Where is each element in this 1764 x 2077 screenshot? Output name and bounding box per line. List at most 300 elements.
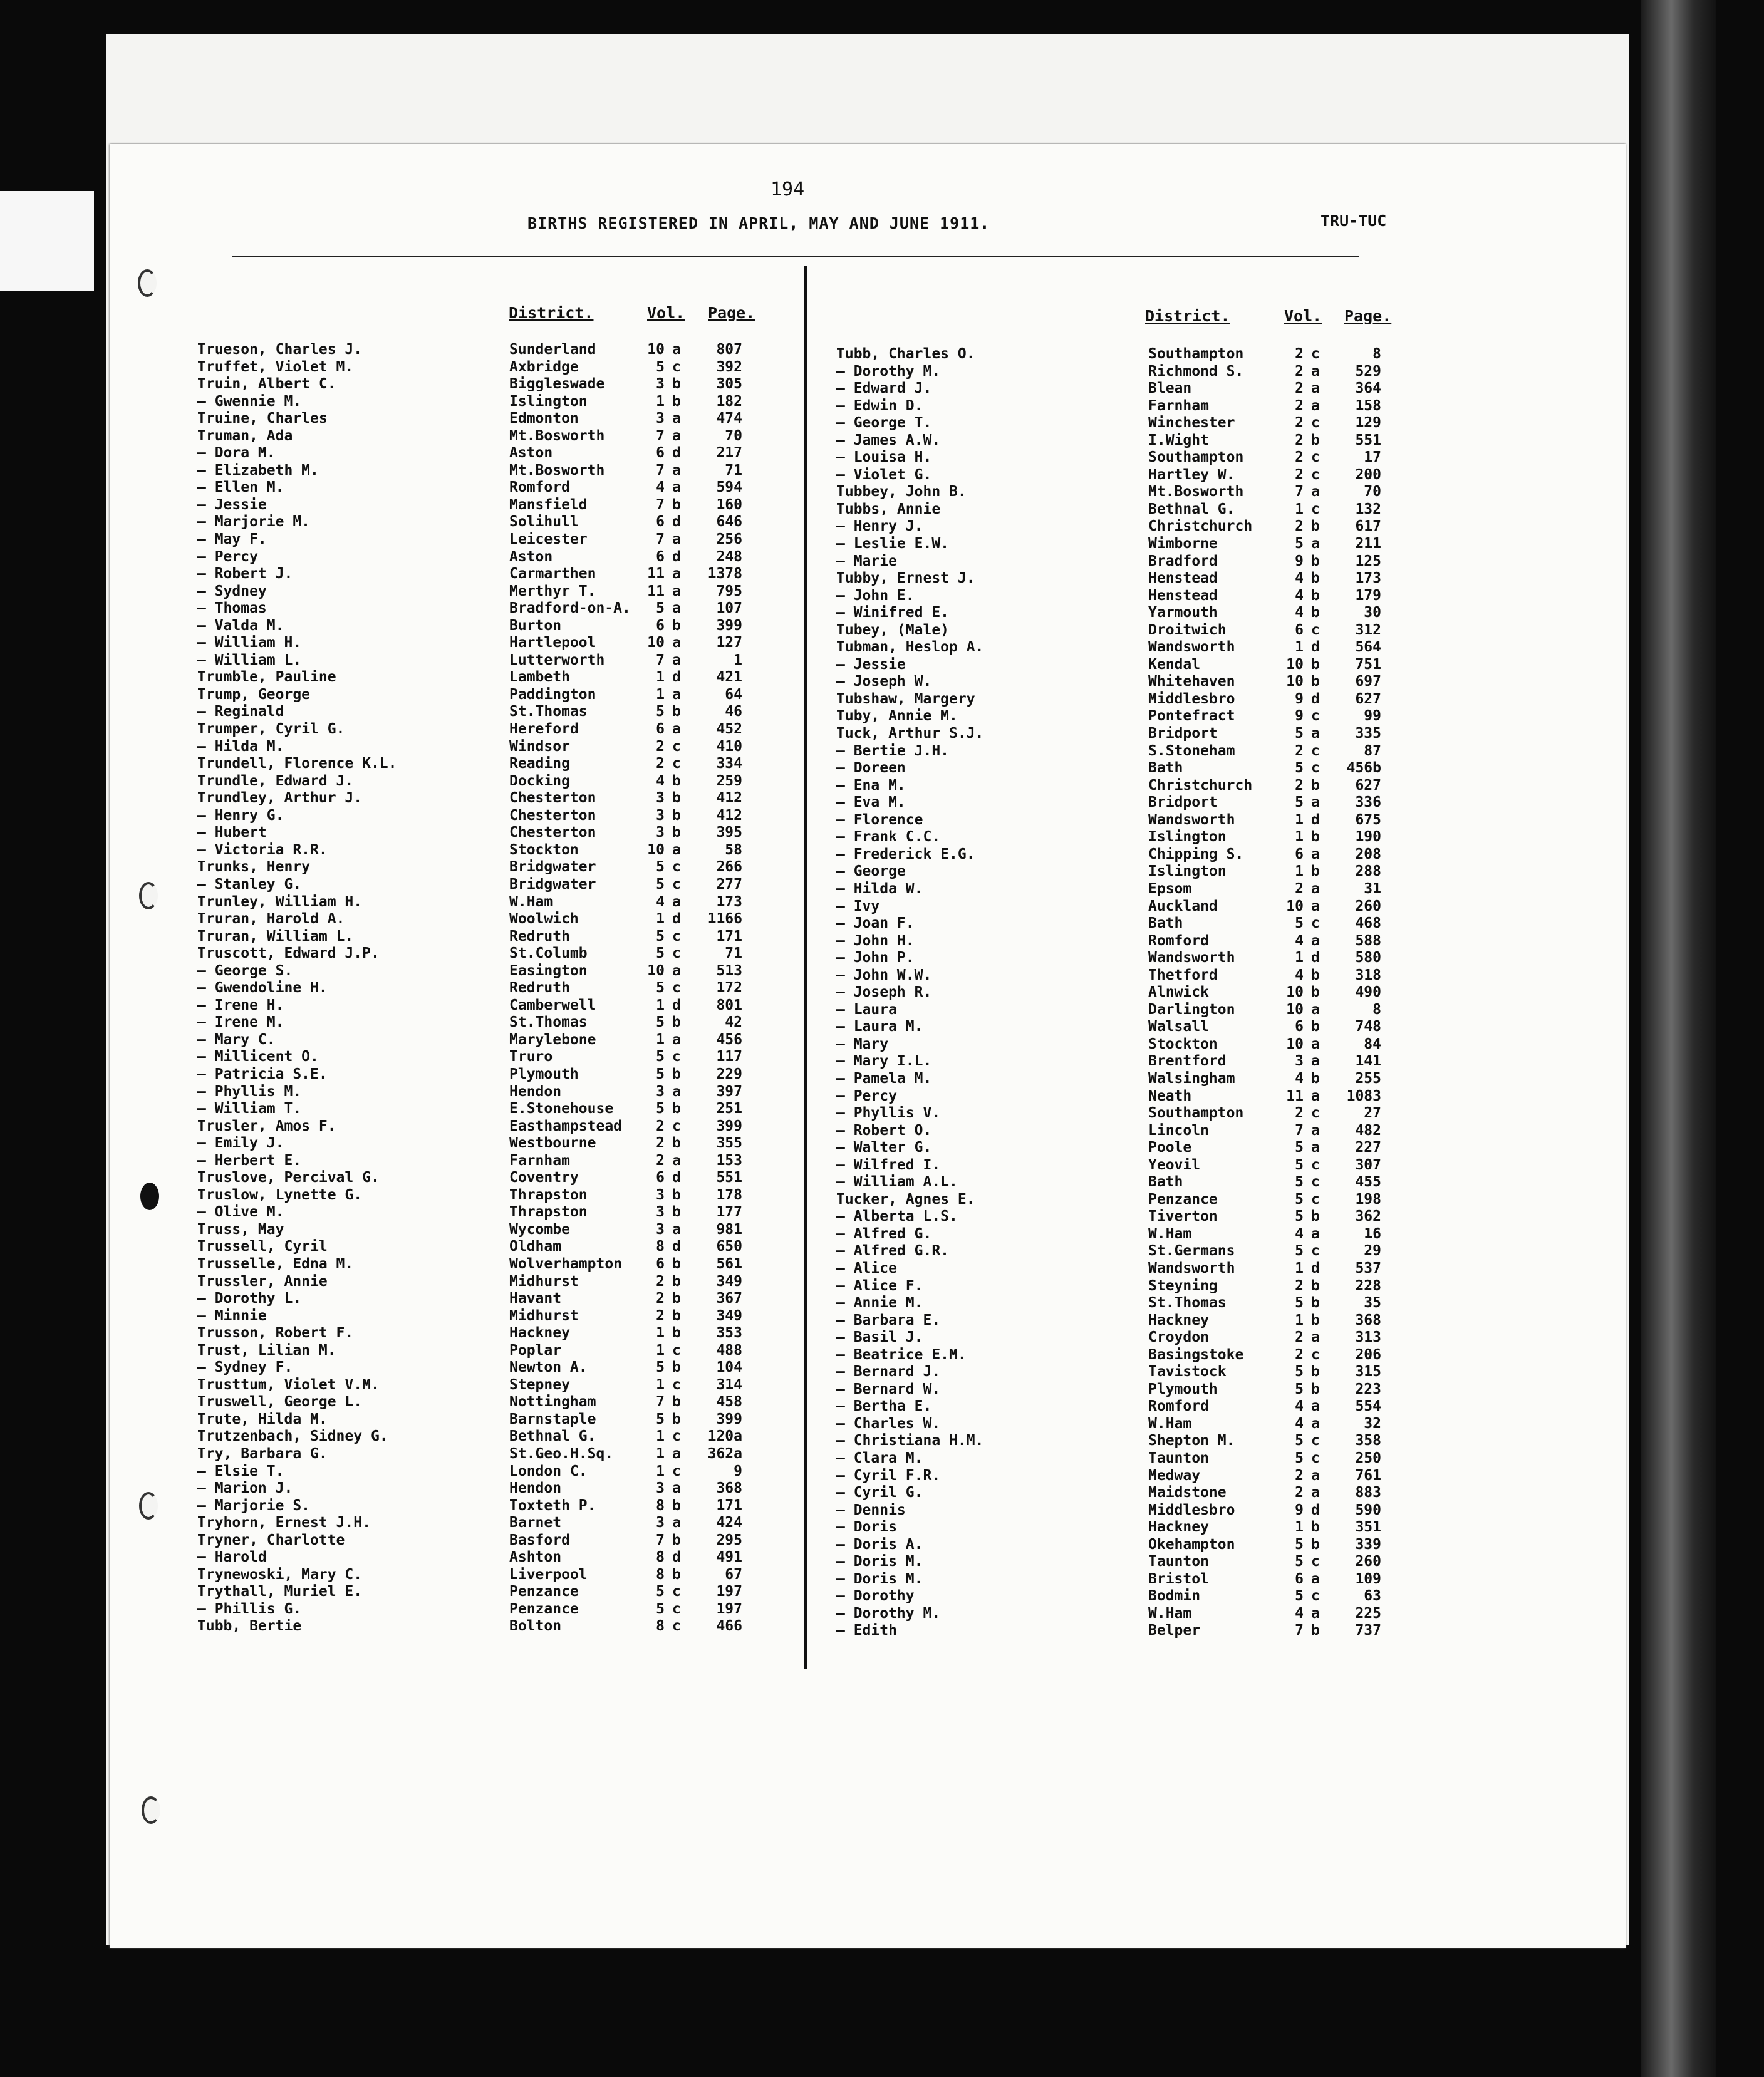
- entry-volume-letter: b: [1311, 518, 1320, 535]
- entry-district: Thetford: [1148, 966, 1218, 983]
- entry-page: 594: [716, 479, 742, 496]
- entry-page: 395: [716, 824, 742, 841]
- entry-district: Midhurst: [509, 1307, 579, 1324]
- entry-volume: 1: [656, 393, 665, 410]
- entry-district: Carmarthen: [509, 566, 596, 583]
- entry-page: 801: [716, 997, 742, 1013]
- entry-page: 397: [716, 1083, 742, 1100]
- entry-name: — William T.: [197, 1101, 302, 1117]
- entry-page: 362: [1355, 1208, 1381, 1225]
- entry-district: Hereford: [509, 721, 579, 738]
- entry-volume-letter: b: [672, 703, 681, 720]
- entry-district: Walsingham: [1148, 1070, 1235, 1087]
- entry-volume-letter: b: [1311, 1380, 1320, 1397]
- entry-page: 349: [716, 1307, 742, 1324]
- entry-volume: 5: [656, 1411, 665, 1427]
- entry-district: Southampton: [1148, 1105, 1244, 1122]
- entry-district: Windsor: [509, 738, 570, 755]
- entry-district: Aston: [509, 445, 553, 462]
- entry-name: — Dora M.: [197, 445, 276, 462]
- entry-name: — Christiana H.M.: [836, 1432, 984, 1449]
- entry-name: — Doreen: [836, 760, 906, 777]
- right-vol-header: Vol.: [1284, 307, 1322, 325]
- entry-district: Woolwich: [509, 911, 579, 928]
- entry-district: Wandsworth: [1148, 639, 1235, 656]
- entry-volume: 5: [1295, 1536, 1304, 1553]
- entry-name: — Florence: [836, 811, 923, 828]
- entry-district: St.Thomas: [1148, 1295, 1227, 1312]
- entry-page: 217: [716, 445, 742, 462]
- entry-volume-letter: c: [1311, 1156, 1320, 1173]
- entry-name: — Walter G.: [836, 1139, 932, 1156]
- entry-page: 748: [1355, 1018, 1381, 1035]
- page-number: 194: [770, 179, 805, 200]
- entry-district: Bolton: [509, 1618, 562, 1635]
- entry-volume: 2: [1295, 397, 1304, 414]
- entry-district: Neath: [1148, 1087, 1192, 1104]
- entry-district: Plymouth: [1148, 1380, 1218, 1397]
- entry-name: Truscott, Edward J.P.: [197, 945, 380, 962]
- left-district-header: District.: [509, 304, 594, 322]
- entry-district: Kendal: [1148, 656, 1201, 673]
- entry-page: 228: [1355, 1277, 1381, 1294]
- entry-name: Tubbs, Annie: [836, 500, 941, 517]
- entry-name: — Alice F.: [836, 1277, 923, 1294]
- entry-volume: 10: [647, 962, 665, 979]
- entry-volume: 3: [656, 807, 665, 824]
- entry-page: 468: [1355, 915, 1381, 932]
- entry-name: — Bertie J.H.: [836, 742, 950, 759]
- entry-volume: 9: [1295, 552, 1304, 569]
- entry-volume-letter: c: [1311, 708, 1320, 725]
- entry-page: 318: [1355, 966, 1381, 983]
- entry-name: — Mary C.: [197, 1031, 276, 1048]
- entry-name: — Laura: [836, 1001, 897, 1018]
- entry-page: 588: [1355, 932, 1381, 949]
- entry-volume: 4: [1295, 966, 1304, 983]
- entry-page: 551: [716, 1169, 742, 1186]
- entry-volume: 5: [656, 1359, 665, 1376]
- entry-district: Liverpool: [509, 1566, 588, 1583]
- page-title: BIRTHS REGISTERED IN APRIL, MAY AND JUNE 1911.: [527, 214, 990, 232]
- entry-name: Trutzenbach, Sidney G.: [197, 1428, 388, 1445]
- entry-name: — William A.L.: [836, 1174, 958, 1191]
- entry-volume: 7: [656, 1531, 665, 1548]
- entry-district: Bridgwater: [509, 876, 596, 893]
- entry-district: Axbridge: [509, 358, 579, 375]
- entry-district: Tavistock: [1148, 1364, 1227, 1380]
- entry-page: 127: [716, 634, 742, 651]
- entry-name: — Percy: [197, 548, 258, 565]
- entry-name: — Dennis: [836, 1501, 906, 1518]
- entry-name: — Henry J.: [836, 518, 923, 535]
- entry-name: Trute, Hilda M.: [197, 1411, 328, 1427]
- entry-district: Islington: [1148, 863, 1227, 880]
- entry-district: Lambeth: [509, 669, 570, 686]
- surname-range: TRU-TUC: [1320, 212, 1387, 230]
- entry-district: Poplar: [509, 1342, 562, 1359]
- entry-district: Barnstaple: [509, 1411, 596, 1427]
- entry-name: — Bernard W.: [836, 1380, 941, 1397]
- entry-volume-letter: a: [672, 1480, 681, 1497]
- entry-volume-letter: b: [672, 1204, 681, 1221]
- entry-volume-letter: a: [672, 1221, 681, 1238]
- entry-volume-letter: b: [1311, 1312, 1320, 1329]
- entry-volume: 5: [656, 945, 665, 962]
- entry-volume-letter: b: [672, 1065, 681, 1082]
- entry-district: Marylebone: [509, 1031, 596, 1048]
- entry-volume-letter: b: [672, 1497, 681, 1514]
- entry-name: Truss, May: [197, 1221, 284, 1238]
- entry-volume-letter: b: [1311, 656, 1320, 673]
- entry-volume-letter: a: [672, 1446, 681, 1462]
- entry-district: Walsall: [1148, 1018, 1209, 1035]
- entry-volume: 1: [656, 1428, 665, 1445]
- entry-district: Chesterton: [509, 824, 596, 841]
- entry-page: 141: [1355, 1053, 1381, 1070]
- entry-name: — Annie M.: [836, 1295, 923, 1312]
- entry-volume: 10: [647, 341, 665, 358]
- entry-volume-letter: b: [1311, 1208, 1320, 1225]
- entry-volume: 1: [656, 1376, 665, 1393]
- entry-page: 206: [1355, 1346, 1381, 1363]
- entry-volume-letter: b: [672, 1394, 681, 1411]
- entry-page: 117: [716, 1049, 742, 1065]
- entry-district: Easthampstead: [509, 1117, 623, 1134]
- entry-volume: 3: [656, 376, 665, 393]
- entry-district: Stockton: [1148, 1035, 1218, 1052]
- entry-page: 259: [716, 772, 742, 789]
- entry-volume: 7: [1295, 1122, 1304, 1139]
- entry-volume-letter: d: [672, 445, 681, 462]
- entry-volume-letter: b: [672, 617, 681, 634]
- entry-page: 17: [1364, 449, 1381, 466]
- entry-volume: 1: [1295, 1312, 1304, 1329]
- entry-page: 153: [716, 1152, 742, 1169]
- entry-district: Mt.Bosworth: [1148, 484, 1244, 500]
- entry-district: Henstead: [1148, 570, 1218, 587]
- entry-volume: 1: [1295, 1519, 1304, 1536]
- entry-district: Redruth: [509, 980, 570, 997]
- entry-page: 452: [716, 721, 742, 738]
- entry-district: Westbourne: [509, 1135, 596, 1152]
- entry-district: Lutterworth: [509, 651, 605, 668]
- entry-district: Okehampton: [1148, 1536, 1235, 1553]
- entry-volume: 1: [1295, 1260, 1304, 1277]
- entry-name: — Mary I.L.: [836, 1053, 932, 1070]
- entry-volume-letter: a: [1311, 1398, 1320, 1415]
- entry-name: — Edwin D.: [836, 397, 923, 414]
- entry-page: 229: [716, 1065, 742, 1082]
- entry-name: — Doris M.: [836, 1553, 923, 1570]
- entry-volume: 4: [1295, 1070, 1304, 1087]
- entry-name: Trundle, Edward J.: [197, 772, 354, 789]
- entry-name: Trumper, Cyril G.: [197, 721, 345, 738]
- entry-page: 9: [734, 1463, 742, 1479]
- entry-name: Trumble, Pauline: [197, 669, 336, 686]
- entry-district: Bradford: [1148, 552, 1218, 569]
- entry-page: 132: [1355, 500, 1381, 517]
- entry-volume: 5: [656, 980, 665, 997]
- entry-volume-letter: a: [1311, 725, 1320, 742]
- entry-volume: 4: [656, 772, 665, 789]
- entry-volume-letter: c: [1311, 449, 1320, 466]
- entry-volume-letter: c: [672, 945, 681, 962]
- entry-district: Bristol: [1148, 1570, 1209, 1587]
- entry-volume: 2: [1295, 742, 1304, 759]
- entry-name: Tubshaw, Margery: [836, 690, 975, 707]
- entry-page: 70: [1364, 484, 1381, 500]
- entry-page: 71: [725, 462, 742, 479]
- entry-volume: 5: [1295, 1208, 1304, 1225]
- entry-name: — Ellen M.: [197, 479, 284, 496]
- entry-volume-letter: c: [1311, 1450, 1320, 1466]
- entry-volume: 11: [1286, 1087, 1304, 1104]
- entry-page: 737: [1355, 1622, 1381, 1639]
- entry-page: 223: [1355, 1380, 1381, 1397]
- entry-page: 353: [716, 1325, 742, 1342]
- entry-volume: 5: [1295, 725, 1304, 742]
- entry-name: Trynewoski, Mary C.: [197, 1566, 363, 1583]
- entry-page: 190: [1355, 829, 1381, 846]
- entry-district: Leicester: [509, 531, 588, 548]
- entry-volume-letter: c: [672, 1600, 681, 1617]
- entry-volume-letter: b: [1311, 1519, 1320, 1536]
- entry-page: 412: [716, 807, 742, 824]
- entry-page: 675: [1355, 811, 1381, 828]
- entry-volume: 8: [656, 1549, 665, 1566]
- entry-volume: 3: [656, 1480, 665, 1497]
- entry-name: — Olive M.: [197, 1204, 284, 1221]
- entry-name: Truslove, Percival G.: [197, 1169, 380, 1186]
- entry-volume: 2: [656, 1152, 665, 1169]
- entry-volume-letter: b: [672, 790, 681, 807]
- entry-district: I.Wight: [1148, 432, 1209, 448]
- entry-name: Try, Barbara G.: [197, 1446, 328, 1462]
- entry-district: Basingstoke: [1148, 1346, 1244, 1363]
- entry-page: 313: [1355, 1329, 1381, 1346]
- entry-page: 466: [716, 1618, 742, 1635]
- entry-volume-letter: a: [1311, 1329, 1320, 1346]
- entry-district: Wolverhampton: [509, 1255, 623, 1272]
- entry-name: — Henry G.: [197, 807, 284, 824]
- entry-volume: 5: [1295, 1295, 1304, 1312]
- entry-volume: 6: [656, 548, 665, 565]
- entry-volume: 7: [1295, 1622, 1304, 1639]
- entry-volume: 2: [656, 755, 665, 772]
- entry-district: Bradford-on-A.: [509, 600, 631, 617]
- entry-volume: 6: [1295, 846, 1304, 862]
- entry-district: Bethnal G.: [509, 1428, 596, 1445]
- entry-name: — Doris A.: [836, 1536, 923, 1553]
- entry-volume-letter: c: [1311, 1174, 1320, 1191]
- entry-volume-letter: a: [672, 427, 681, 444]
- entry-volume-letter: b: [672, 496, 681, 513]
- entry-page: 627: [1355, 690, 1381, 707]
- entry-name: — George S.: [197, 962, 293, 979]
- entry-volume: 1: [656, 1446, 665, 1462]
- entry-volume: 1: [656, 669, 665, 686]
- entry-district: Poole: [1148, 1139, 1192, 1156]
- entry-name: — Eva M.: [836, 794, 906, 811]
- entry-volume-letter: b: [672, 1290, 681, 1307]
- entry-name: — Marion J.: [197, 1480, 293, 1497]
- entry-volume: 10: [1286, 984, 1304, 1001]
- entry-page: 256: [716, 531, 742, 548]
- entry-volume-letter: d: [1311, 950, 1320, 966]
- entry-volume-letter: d: [672, 1549, 681, 1566]
- entry-name: — Violet G.: [836, 466, 932, 483]
- entry-district: Lincoln: [1148, 1122, 1209, 1139]
- entry-volume-letter: b: [672, 807, 681, 824]
- entry-name: Trunley, William H.: [197, 893, 363, 910]
- entry-volume-letter: b: [672, 1135, 681, 1152]
- entry-volume: 3: [1295, 1053, 1304, 1070]
- entry-volume-letter: a: [1311, 1001, 1320, 1018]
- entry-volume: 10: [1286, 656, 1304, 673]
- entry-name: — Joan F.: [836, 915, 915, 932]
- entry-volume-letter: c: [1311, 1588, 1320, 1605]
- entry-district: Bodmin: [1148, 1588, 1201, 1605]
- entry-volume: 6: [656, 1169, 665, 1186]
- entry-volume-letter: b: [672, 376, 681, 393]
- entry-page: 807: [716, 341, 742, 358]
- entry-volume-letter: a: [1311, 536, 1320, 552]
- entry-page: 529: [1355, 363, 1381, 380]
- entry-page: 107: [716, 600, 742, 617]
- entry-page: 474: [716, 410, 742, 427]
- entry-name: — Jessie: [197, 496, 267, 513]
- entry-name: — Jessie: [836, 656, 906, 673]
- entry-page: 399: [716, 1117, 742, 1134]
- entry-district: Burton: [509, 617, 562, 634]
- entry-volume: 2: [1295, 432, 1304, 448]
- entry-name: — Elsie T.: [197, 1463, 284, 1479]
- entry-name: — Valda M.: [197, 617, 284, 634]
- entry-page: 1378: [707, 566, 742, 583]
- entry-name: Trundell, Florence K.L.: [197, 755, 397, 772]
- entry-name: Trussler, Annie: [197, 1273, 328, 1290]
- entry-name: — Marjorie S.: [197, 1497, 311, 1514]
- entry-district: Hartley W.: [1148, 466, 1235, 483]
- entry-volume: 8: [656, 1497, 665, 1514]
- entry-name: — Millicent O.: [197, 1049, 319, 1065]
- entry-page: 650: [716, 1238, 742, 1255]
- entry-volume-letter: a: [672, 341, 681, 358]
- entry-district: Taunton: [1148, 1450, 1209, 1466]
- entry-volume-letter: b: [1311, 1277, 1320, 1294]
- entry-volume-letter: c: [1311, 1432, 1320, 1449]
- entry-volume: 5: [1295, 1191, 1304, 1208]
- punch-hole-icon: [139, 1492, 158, 1520]
- entry-page: 368: [1355, 1312, 1381, 1329]
- entry-page: 564: [1355, 639, 1381, 656]
- entry-name: — Frank C.C.: [836, 829, 941, 846]
- entry-page: 172: [716, 980, 742, 997]
- entry-volume: 2: [1295, 518, 1304, 535]
- entry-volume-letter: a: [1311, 794, 1320, 811]
- entry-page: 104: [716, 1359, 742, 1376]
- entry-district: Biggleswade: [509, 376, 605, 393]
- entry-name: — Dorothy M.: [836, 1605, 941, 1622]
- entry-volume: 7: [656, 496, 665, 513]
- entry-name: Trundley, Arthur J.: [197, 790, 363, 807]
- entry-name: — Patricia S.E.: [197, 1065, 328, 1082]
- entry-page: 197: [716, 1583, 742, 1600]
- entry-name: — Victoria R.R.: [197, 841, 328, 858]
- entry-page: 421: [716, 669, 742, 686]
- entry-volume-letter: a: [672, 531, 681, 548]
- entry-district: Richmond S.: [1148, 363, 1244, 380]
- entry-page: 42: [725, 1014, 742, 1031]
- entry-name: — Stanley G.: [197, 876, 302, 893]
- entry-district: Docking: [509, 772, 570, 789]
- entry-volume-letter: b: [672, 1359, 681, 1376]
- entry-page: 200: [1355, 466, 1381, 483]
- entry-district: Maidstone: [1148, 1484, 1227, 1501]
- entry-page: 260: [1355, 1553, 1381, 1570]
- entry-name: — Herbert E.: [197, 1152, 302, 1169]
- entry-volume-letter: c: [672, 1618, 681, 1635]
- entry-district: Redruth: [509, 928, 570, 945]
- entry-district: Hendon: [509, 1480, 562, 1497]
- entry-volume-letter: c: [672, 1342, 681, 1359]
- entry-volume-letter: c: [672, 928, 681, 945]
- entry-volume: 9: [1295, 1501, 1304, 1518]
- entry-volume-letter: a: [672, 893, 681, 910]
- entry-page: 198: [1355, 1191, 1381, 1208]
- entry-volume-letter: a: [672, 600, 681, 617]
- entry-volume-letter: b: [1311, 984, 1320, 1001]
- entry-name: Truffet, Violet M.: [197, 358, 354, 375]
- entry-volume-letter: b: [1311, 570, 1320, 587]
- left-vol-header: Vol.: [647, 304, 685, 322]
- entry-name: — Irene H.: [197, 997, 284, 1013]
- entry-volume: 4: [1295, 570, 1304, 587]
- entry-district: Merthyr T.: [509, 583, 596, 599]
- entry-name: Truin, Albert C.: [197, 376, 336, 393]
- entry-district: W.Ham: [1148, 1225, 1192, 1242]
- entry-volume: 5: [1295, 536, 1304, 552]
- entry-volume: 5: [656, 859, 665, 876]
- entry-volume-letter: d: [1311, 1501, 1320, 1518]
- entry-volume-letter: d: [1311, 639, 1320, 656]
- entry-name: — Reginald: [197, 703, 284, 720]
- entry-district: Truro: [509, 1049, 553, 1065]
- entry-volume-letter: d: [1311, 1260, 1320, 1277]
- entry-volume: 8: [656, 1566, 665, 1583]
- entry-page: 349: [716, 1273, 742, 1290]
- entry-name: — Marie: [836, 552, 897, 569]
- entry-district: Yeovil: [1148, 1156, 1201, 1173]
- entry-page: 179: [1355, 587, 1381, 604]
- entry-volume-letter: a: [672, 583, 681, 599]
- entry-page: 120a: [707, 1428, 742, 1445]
- entry-name: — John H.: [836, 932, 915, 949]
- entry-volume: 4: [1295, 1605, 1304, 1622]
- entry-district: Penzance: [509, 1583, 579, 1600]
- entry-district: Romford: [1148, 1398, 1209, 1415]
- entry-name: — John E.: [836, 587, 915, 604]
- entry-district: W.Ham: [1148, 1415, 1192, 1432]
- entry-volume: 2: [1295, 880, 1304, 897]
- entry-volume: 5: [1295, 1139, 1304, 1156]
- entry-name: — Ena M.: [836, 777, 906, 794]
- entry-page: 456b: [1346, 760, 1381, 777]
- entry-volume: 2: [656, 1307, 665, 1324]
- entry-volume-letter: c: [1311, 760, 1320, 777]
- entry-volume: 5: [1295, 1156, 1304, 1173]
